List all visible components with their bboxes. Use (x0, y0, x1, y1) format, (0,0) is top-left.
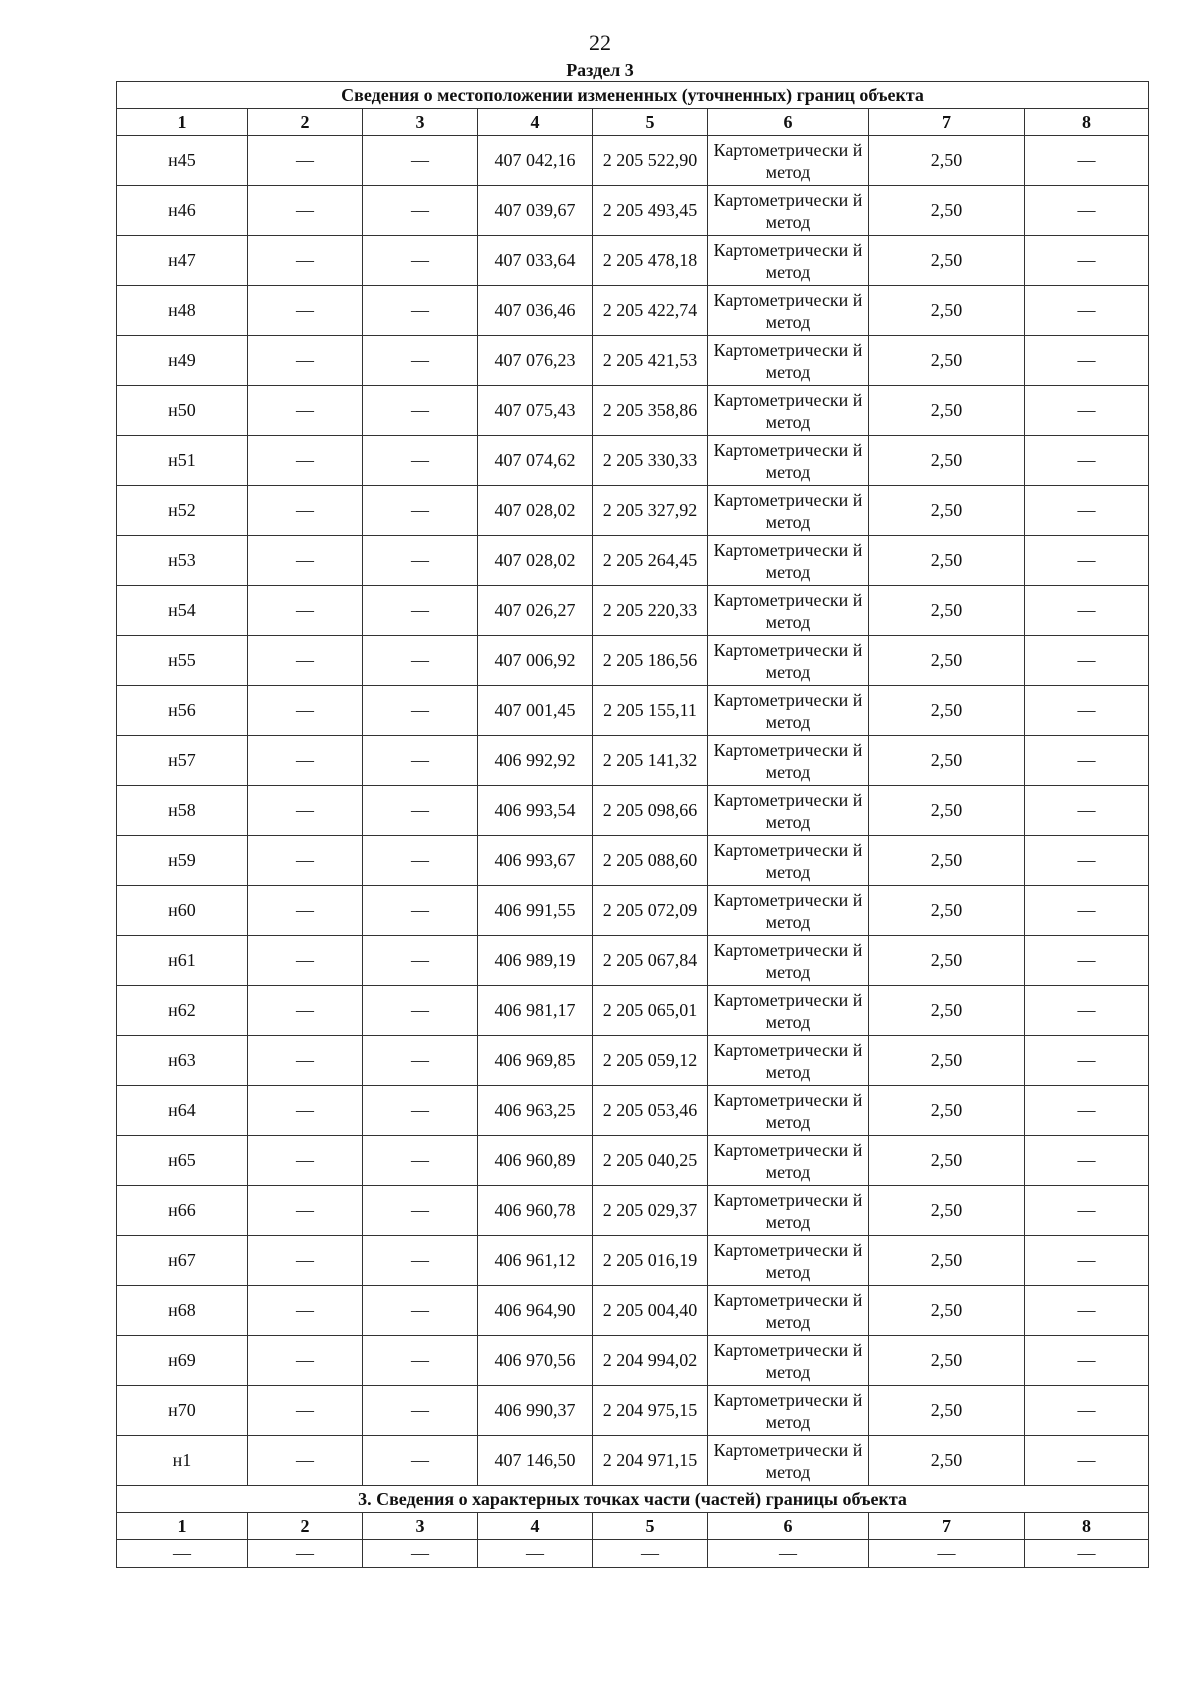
boundary-table (116, 81, 1149, 1568)
table-cell-col4: 406 963,25 (478, 1086, 593, 1136)
table-cell-col3: — (363, 1036, 478, 1086)
table-cell-col4: 406 970,56 (478, 1336, 593, 1386)
table-cell-col2: — (248, 1286, 363, 1336)
table-cell-col7: 2,50 (869, 486, 1025, 536)
table-cell-col3: — (363, 836, 478, 886)
table-cell-col3: — (363, 486, 478, 536)
table-cell-col4: 407 033,64 (478, 236, 593, 286)
table-cell-col1: н48 (117, 286, 248, 336)
table-cell-col1: н62 (117, 986, 248, 1036)
table-cell-col3: — (363, 1436, 478, 1486)
table-row (117, 1336, 1149, 1386)
table-cell-col8: — (1025, 1136, 1149, 1186)
table-cell-col7: 2,50 (869, 136, 1025, 186)
table-cell-col8: — (1025, 836, 1149, 886)
table-row (117, 1386, 1149, 1436)
table-cell-col8: — (1025, 286, 1149, 336)
table-cell-col2: — (248, 536, 363, 586)
table-cell-col3: — (363, 636, 478, 686)
table-cell-col5: 2 204 971,15 (593, 1436, 708, 1486)
table-cell-col4: 407 076,23 (478, 336, 593, 386)
table-cell-col6: Картометрически й метод (708, 836, 869, 886)
table-row (117, 136, 1149, 186)
table-cell-col6: Картометрически й метод (708, 1286, 869, 1336)
table-cell-col7: 2,50 (869, 936, 1025, 986)
table-cell-col6: Картометрически й метод (708, 1386, 869, 1436)
table-cell-col7: 2,50 (869, 986, 1025, 1036)
table-cell-col4: 406 990,37 (478, 1386, 593, 1436)
table-cell-col4: 406 981,17 (478, 986, 593, 1036)
table-cell-col5: — (593, 1540, 708, 1568)
table-cell-col3: — (363, 886, 478, 936)
column-header-7: 7 (869, 1513, 1025, 1540)
column-header-3: 3 (363, 1513, 478, 1540)
page-number: 22 (589, 30, 611, 55)
table-cell-col4: 406 969,85 (478, 1036, 593, 1086)
table-row (117, 586, 1149, 636)
table-cell-col1: н56 (117, 686, 248, 736)
table-cell-col2: — (248, 1540, 363, 1568)
table-cell-col5: 2 205 327,92 (593, 486, 708, 536)
table-cell-col5: 2 205 141,32 (593, 736, 708, 786)
table-row (117, 1186, 1149, 1236)
column-header-1: 1 (117, 109, 248, 136)
table-cell-col1: н65 (117, 1136, 248, 1186)
table-cell-col3: — (363, 1386, 478, 1436)
table-cell-col6: Картометрически й метод (708, 136, 869, 186)
table-cell-col7: 2,50 (869, 886, 1025, 936)
table-cell-col5: 2 205 029,37 (593, 1186, 708, 1236)
table-cell-col2: — (248, 786, 363, 836)
table-cell-col8: — (1025, 1036, 1149, 1086)
table-cell-col8: — (1025, 586, 1149, 636)
table-cell-col8: — (1025, 536, 1149, 586)
table-row (117, 936, 1149, 986)
table-row (117, 1436, 1149, 1486)
table-cell-col2: — (248, 1036, 363, 1086)
table-cell-col6: Картометрически й метод (708, 336, 869, 386)
table-cell-col6: Картометрически й метод (708, 1336, 869, 1386)
table-cell-col4: 407 075,43 (478, 386, 593, 436)
column-header-6: 6 (708, 1513, 869, 1540)
table-row (117, 336, 1149, 386)
table-cell-col1: — (117, 1540, 248, 1568)
column-header-1: 1 (117, 1513, 248, 1540)
table-row (117, 1286, 1149, 1336)
table-cell-col5: 2 205 330,33 (593, 436, 708, 486)
table-cell-col4: 407 001,45 (478, 686, 593, 736)
table-cell-col2: — (248, 136, 363, 186)
table-cell-col2: — (248, 736, 363, 786)
table-cell-col5: 2 205 004,40 (593, 1286, 708, 1336)
table-cell-col6: Картометрически й метод (708, 736, 869, 786)
table-cell-col1: н57 (117, 736, 248, 786)
table-cell-col4: 406 964,90 (478, 1286, 593, 1336)
subsection-title (117, 1486, 1149, 1513)
table-cell-col5: 2 204 975,15 (593, 1386, 708, 1436)
table-cell-col6: Картометрически й метод (708, 986, 869, 1036)
table-cell-col1: н53 (117, 536, 248, 586)
table-cell-col2: — (248, 1236, 363, 1286)
table-row (117, 886, 1149, 936)
table-cell-col8: — (1025, 986, 1149, 1036)
table-cell-col1: н60 (117, 886, 248, 936)
table-cell-col6: Картометрически й метод (708, 1086, 869, 1136)
table-row (117, 236, 1149, 286)
table-cell-col8: — (1025, 436, 1149, 486)
table-title (117, 82, 1149, 109)
table-cell-col1: н1 (117, 1436, 248, 1486)
table-cell-col7: 2,50 (869, 736, 1025, 786)
table-cell-col4: 406 961,12 (478, 1236, 593, 1286)
header-row-2 (117, 1513, 1149, 1540)
column-header-2: 2 (248, 109, 363, 136)
table-cell-col6: Картометрически й метод (708, 236, 869, 286)
table-cell-col3: — (363, 586, 478, 636)
table-cell-col2: — (248, 386, 363, 436)
table-cell-col7: 2,50 (869, 1286, 1025, 1336)
table-row (117, 436, 1149, 486)
table-cell-col2: — (248, 1336, 363, 1386)
table-cell-col2: — (248, 186, 363, 236)
table-cell-col4: 407 146,50 (478, 1436, 593, 1486)
table-cell-col7: 2,50 (869, 686, 1025, 736)
table-cell-col7: 2,50 (869, 536, 1025, 586)
table-cell-col2: — (248, 1186, 363, 1236)
table-cell-col8: — (1025, 886, 1149, 936)
table-cell-col1: н58 (117, 786, 248, 836)
table-cell-col1: н45 (117, 136, 248, 186)
table-cell-col4: — (478, 1540, 593, 1568)
table-row (117, 1036, 1149, 1086)
table-cell-col6: Картометрически й метод (708, 186, 869, 236)
table-cell-col3: — (363, 1086, 478, 1136)
table-row (117, 1086, 1149, 1136)
table-row (117, 836, 1149, 886)
table-cell-col7: 2,50 (869, 1386, 1025, 1436)
table-cell-col7: 2,50 (869, 336, 1025, 386)
table-title-text: Сведения о местоположении измененных (уточненных) границ объекта (117, 82, 1149, 109)
table-cell-col6: Картометрически й метод (708, 1036, 869, 1086)
table-cell-col3: — (363, 386, 478, 436)
table-cell-col8: — (1025, 1540, 1149, 1568)
table-cell-col3: — (363, 736, 478, 786)
table-cell-col5: 2 205 264,45 (593, 536, 708, 586)
table-row (117, 686, 1149, 736)
column-header-6: 6 (708, 109, 869, 136)
table-cell-col5: 2 204 994,02 (593, 1336, 708, 1386)
table-cell-col8: — (1025, 236, 1149, 286)
table-cell-col2: — (248, 336, 363, 386)
table-cell-col6: Картометрически й метод (708, 486, 869, 536)
table-cell-col1: н61 (117, 936, 248, 986)
table-cell-col7: — (869, 1540, 1025, 1568)
table-cell-col7: 2,50 (869, 236, 1025, 286)
table-cell-col5: 2 205 065,01 (593, 986, 708, 1036)
table-cell-col4: 407 006,92 (478, 636, 593, 686)
table-cell-col5: 2 205 422,74 (593, 286, 708, 336)
table-cell-col6: Картометрически й метод (708, 386, 869, 436)
table-cell-col8: — (1025, 136, 1149, 186)
table-cell-col3: — (363, 936, 478, 986)
table-cell-col3: — (363, 1136, 478, 1186)
table-cell-col7: 2,50 (869, 1336, 1025, 1386)
table-cell-col8: — (1025, 686, 1149, 736)
table-cell-col1: н59 (117, 836, 248, 886)
table-cell-col6: Картометрически й метод (708, 536, 869, 586)
column-header-4: 4 (478, 1513, 593, 1540)
table-cell-col1: н63 (117, 1036, 248, 1086)
table-cell-col8: — (1025, 1186, 1149, 1236)
table-cell-col4: 406 989,19 (478, 936, 593, 986)
table-cell-col8: — (1025, 786, 1149, 836)
table-cell-col3: — (363, 1186, 478, 1236)
table-cell-col2: — (248, 836, 363, 886)
table-cell-col4: 407 042,16 (478, 136, 593, 186)
table-cell-col1: н49 (117, 336, 248, 386)
table-cell-col7: 2,50 (869, 836, 1025, 886)
table-cell-col7: 2,50 (869, 786, 1025, 836)
table-cell-col3: — (363, 136, 478, 186)
table-cell-col2: — (248, 1386, 363, 1436)
table-cell-col8: — (1025, 1436, 1149, 1486)
table-cell-col8: — (1025, 186, 1149, 236)
table-cell-col6: Картометрически й метод (708, 1436, 869, 1486)
table-cell-col8: — (1025, 386, 1149, 436)
table-cell-col4: 406 993,67 (478, 836, 593, 886)
table-cell-col5: 2 205 053,46 (593, 1086, 708, 1136)
table-cell-col1: н55 (117, 636, 248, 686)
table-cell-col5: 2 205 358,86 (593, 386, 708, 436)
table-row (117, 1236, 1149, 1286)
table-cell-col2: — (248, 636, 363, 686)
table-cell-col2: — (248, 1086, 363, 1136)
table-cell-col6: Картометрически й метод (708, 1236, 869, 1286)
table-cell-col1: н50 (117, 386, 248, 436)
table-cell-col5: 2 205 220,33 (593, 586, 708, 636)
table-cell-col5: 2 205 098,66 (593, 786, 708, 836)
table-cell-col5: 2 205 493,45 (593, 186, 708, 236)
table-cell-col2: — (248, 686, 363, 736)
table-cell-col4: 406 993,54 (478, 786, 593, 836)
table-row (117, 486, 1149, 536)
table-cell-col2: — (248, 886, 363, 936)
table-cell-col7: 2,50 (869, 586, 1025, 636)
table-cell-col7: 2,50 (869, 286, 1025, 336)
table-cell-col8: — (1025, 1386, 1149, 1436)
table-cell-col1: н69 (117, 1336, 248, 1386)
table-row (117, 986, 1149, 1036)
table-row (117, 386, 1149, 436)
table-cell-col4: 406 992,92 (478, 736, 593, 786)
table-cell-col1: н64 (117, 1086, 248, 1136)
table-cell-col3: — (363, 1336, 478, 1386)
table-cell-col5: 2 205 522,90 (593, 136, 708, 186)
table-cell-col2: — (248, 236, 363, 286)
column-header-4: 4 (478, 109, 593, 136)
header-row (117, 109, 1149, 136)
table-cell-col8: — (1025, 1086, 1149, 1136)
table-cell-col4: 407 028,02 (478, 486, 593, 536)
table-cell-col2: — (248, 586, 363, 636)
table-cell-col5: 2 205 186,56 (593, 636, 708, 686)
table-cell-col8: — (1025, 486, 1149, 536)
table-row (117, 1136, 1149, 1186)
table-cell-col1: н51 (117, 436, 248, 486)
table-cell-col7: 2,50 (869, 1236, 1025, 1286)
table-cell-col6: — (708, 1540, 869, 1568)
table-cell-col2: — (248, 986, 363, 1036)
table-cell-col5: 2 205 059,12 (593, 1036, 708, 1086)
table-cell-col5: 2 205 088,60 (593, 836, 708, 886)
table-cell-col5: 2 205 072,09 (593, 886, 708, 936)
table-cell-col7: 2,50 (869, 1186, 1025, 1236)
table-cell-col4: 407 039,67 (478, 186, 593, 236)
table-cell-col6: Картометрически й метод (708, 436, 869, 486)
table-cell-col8: — (1025, 1336, 1149, 1386)
table-cell-col3: — (363, 786, 478, 836)
table-cell-col6: Картометрически й метод (708, 936, 869, 986)
table-cell-col6: Картометрически й метод (708, 1136, 869, 1186)
table-cell-col5: 2 205 421,53 (593, 336, 708, 386)
table-cell-col8: — (1025, 336, 1149, 386)
table-cell-col7: 2,50 (869, 1036, 1025, 1086)
table-cell-col8: — (1025, 1286, 1149, 1336)
table-cell-col3: — (363, 986, 478, 1036)
table-cell-col6: Картометрически й метод (708, 686, 869, 736)
table-cell-col2: — (248, 486, 363, 536)
table-cell-col1: н47 (117, 236, 248, 286)
table-row (117, 186, 1149, 236)
table-cell-col2: — (248, 1436, 363, 1486)
table-cell-col1: н67 (117, 1236, 248, 1286)
table-cell-col7: 2,50 (869, 1086, 1025, 1136)
table-cell-col7: 2,50 (869, 636, 1025, 686)
table-cell-col7: 2,50 (869, 1136, 1025, 1186)
table-cell-col4: 407 036,46 (478, 286, 593, 336)
column-header-7: 7 (869, 109, 1025, 136)
table-cell-col2: — (248, 1136, 363, 1186)
table-cell-col8: — (1025, 1236, 1149, 1286)
table-cell-col1: н66 (117, 1186, 248, 1236)
table-cell-col6: Картометрически й метод (708, 286, 869, 336)
table-cell-col1: н52 (117, 486, 248, 536)
table-cell-col5: 2 205 478,18 (593, 236, 708, 286)
table-cell-col7: 2,50 (869, 186, 1025, 236)
table-row (117, 536, 1149, 586)
table-cell-col4: 407 074,62 (478, 436, 593, 486)
table-cell-col2: — (248, 286, 363, 336)
column-header-8: 8 (1025, 1513, 1149, 1540)
table-cell-col3: — (363, 336, 478, 386)
table-cell-col5: 2 205 016,19 (593, 1236, 708, 1286)
table-cell-col8: — (1025, 936, 1149, 986)
table-cell-col3: — (363, 236, 478, 286)
table-cell-col4: 406 960,78 (478, 1186, 593, 1236)
table-cell-col6: Картометрически й метод (708, 636, 869, 686)
table-cell-col1: н70 (117, 1386, 248, 1436)
subsection-title-text: 3. Сведения о характерных точках части (частей) границы объекта (117, 1486, 1149, 1513)
table-cell-col5: 2 205 067,84 (593, 936, 708, 986)
table-cell-col3: — (363, 1540, 478, 1568)
table-cell-col2: — (248, 436, 363, 486)
column-header-8: 8 (1025, 109, 1149, 136)
table-cell-col3: — (363, 286, 478, 336)
table-cell-col4: 407 026,27 (478, 586, 593, 636)
table-cell-col4: 406 991,55 (478, 886, 593, 936)
column-header-3: 3 (363, 109, 478, 136)
table-cell-col4: 406 960,89 (478, 1136, 593, 1186)
table-cell-col3: — (363, 536, 478, 586)
table-cell-col3: — (363, 436, 478, 486)
table-cell-col3: — (363, 686, 478, 736)
column-header-5: 5 (593, 1513, 708, 1540)
table-cell-col6: Картометрически й метод (708, 786, 869, 836)
table-cell-col6: Картометрически й метод (708, 586, 869, 636)
table-cell-col5: 2 205 155,11 (593, 686, 708, 736)
table-cell-col3: — (363, 186, 478, 236)
table-row (117, 1540, 1149, 1568)
table-row (117, 786, 1149, 836)
table-cell-col1: н46 (117, 186, 248, 236)
table-row (117, 736, 1149, 786)
table-cell-col3: — (363, 1236, 478, 1286)
section-title: Раздел 3 (566, 60, 634, 80)
column-header-2: 2 (248, 1513, 363, 1540)
table-cell-col6: Картометрически й метод (708, 1186, 869, 1236)
table-cell-col1: н68 (117, 1286, 248, 1336)
table-cell-col4: 407 028,02 (478, 536, 593, 586)
table-cell-col8: — (1025, 736, 1149, 786)
table-cell-col7: 2,50 (869, 386, 1025, 436)
table-cell-col5: 2 205 040,25 (593, 1136, 708, 1186)
table-row (117, 286, 1149, 336)
table-cell-col7: 2,50 (869, 1436, 1025, 1486)
table-cell-col1: н54 (117, 586, 248, 636)
table-cell-col8: — (1025, 636, 1149, 686)
table-cell-col2: — (248, 936, 363, 986)
table-row (117, 636, 1149, 686)
table-cell-col7: 2,50 (869, 436, 1025, 486)
table-cell-col6: Картометрически й метод (708, 886, 869, 936)
table-cell-col3: — (363, 1286, 478, 1336)
column-header-5: 5 (593, 109, 708, 136)
